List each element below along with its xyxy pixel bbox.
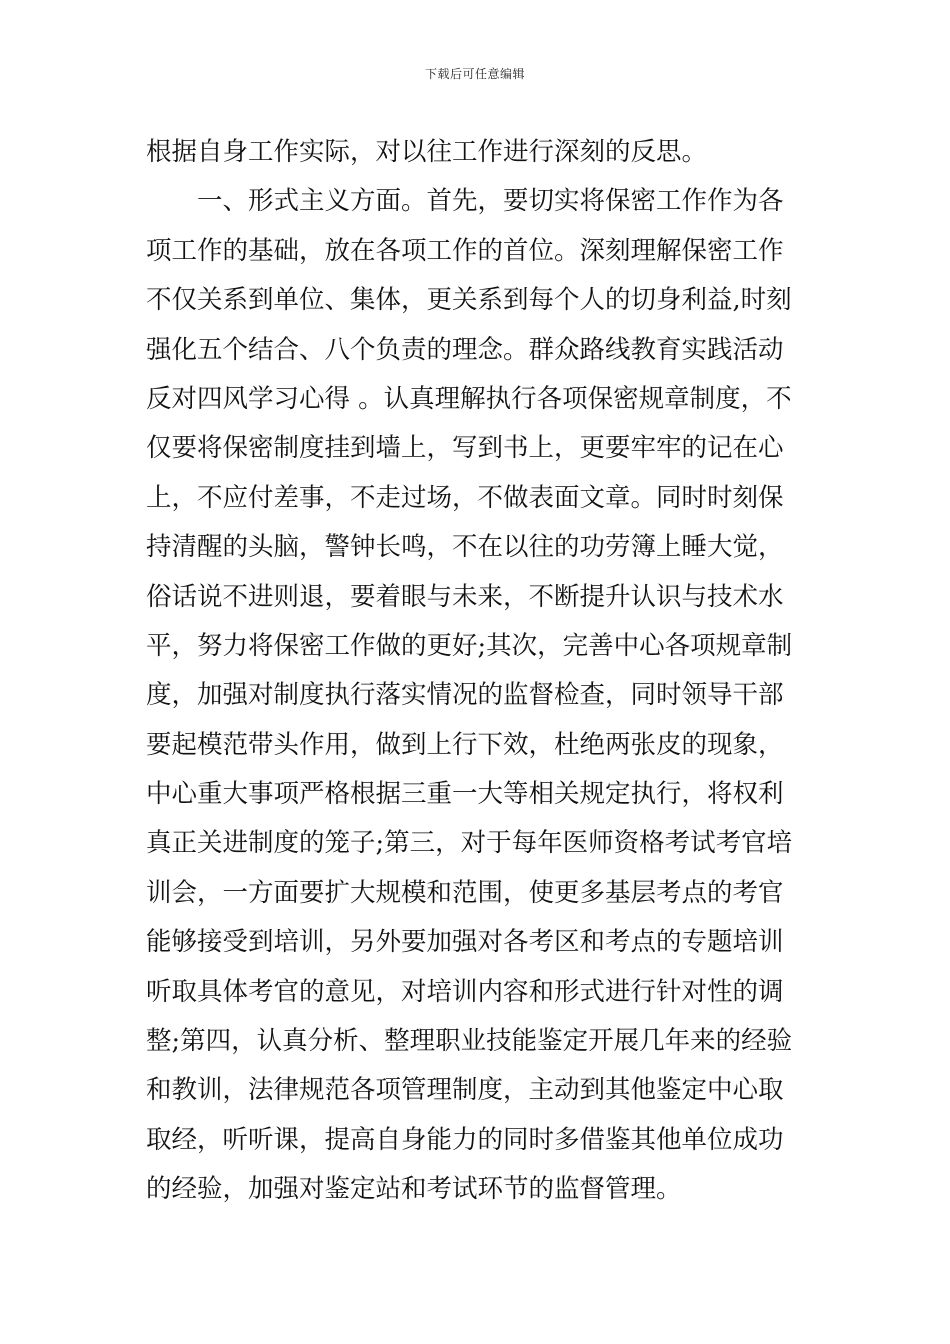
text-line: 取经，听听课，提高自身能力的同时多借鉴其他单位成功	[146, 1124, 784, 1155]
text-line: 不仅关系到单位、集体，更关系到每个人的切身利益,时刻	[146, 285, 792, 316]
text-line: 能够接受到培训，另外要加强对各考区和考点的专题培训	[146, 927, 784, 958]
text-line: 度，加强对制度执行落实情况的监督检查，同时领导干部	[146, 680, 784, 711]
text-line: 反对四风学习心得 。认真理解执行各项保密规章制度，不	[146, 383, 792, 414]
body-text	[146, 128, 808, 1215]
text-line: 训会，一方面要扩大规模和范围，使更多基层考点的考官	[146, 877, 784, 908]
text-line: 一、形式主义方面。首先，要切实将保密工作作为各	[197, 186, 784, 217]
text-line: 和教训，法律规范各项管理制度，主动到其他鉴定中心取	[146, 1075, 784, 1106]
text-line: 上，不应付差事，不走过场，不做表面文章。同时时刻保	[146, 482, 784, 513]
text-line: 平，努力将保密工作做的更好;其次，完善中心各项规章制	[146, 630, 793, 661]
text-line: 强化五个结合、八个负责的理念。群众路线教育实践活动	[146, 334, 784, 365]
text-line: 的经验，加强对鉴定站和考试环节的监督管理。	[146, 1174, 682, 1205]
text-line: 整;第四，认真分析、整理职业技能鉴定开展几年来的经验	[146, 1026, 793, 1057]
text-line: 项工作的基础，放在各项工作的首位。深刻理解保密工作	[146, 235, 784, 266]
text-line: 持清醒的头脑，警钟长鸣，不在以往的功劳簿上睡大觉，	[146, 532, 784, 563]
text-line: 听取具体考官的意见，对培训内容和形式进行针对性的调	[146, 976, 784, 1007]
text-line: 真正关进制度的笼子;第三，对于每年医师资格考试考官培	[146, 828, 793, 859]
text-line: 要起模范带头作用，做到上行下效，杜绝两张皮的现象，	[146, 729, 784, 760]
page-header: 下载后可任意编辑	[424, 67, 525, 81]
text-line: 仅要将保密制度挂到墙上，写到书上，更要牢牢的记在心	[146, 433, 784, 464]
text-line: 根据自身工作实际，对以往工作进行深刻的反思。	[146, 137, 708, 167]
text-line: 俗话说不进则退，要着眼与未来，不断提升认识与技术水	[146, 581, 784, 612]
text-line: 中心重大事项严格根据三重一大等相关规定执行，将权利	[146, 779, 784, 810]
